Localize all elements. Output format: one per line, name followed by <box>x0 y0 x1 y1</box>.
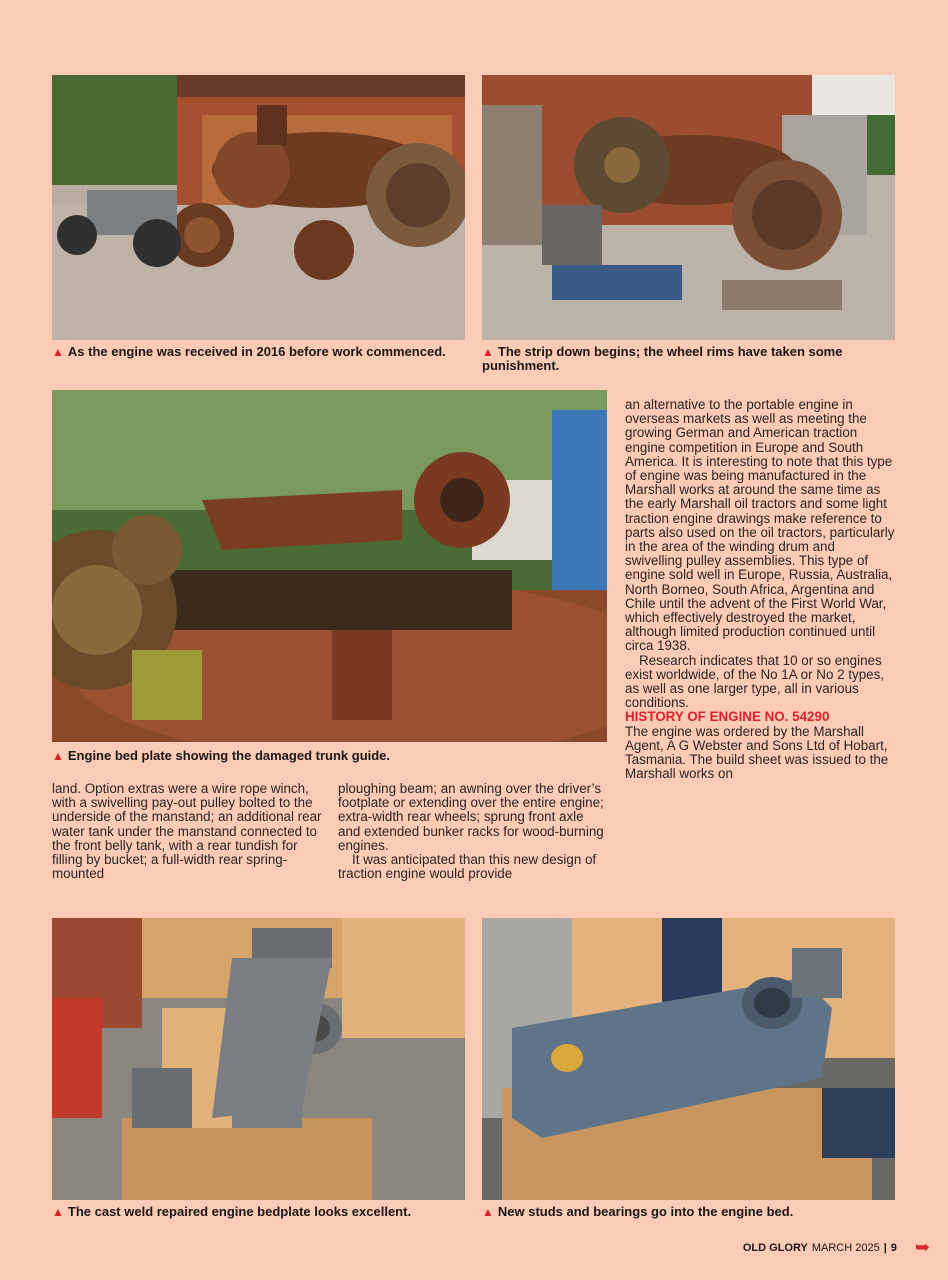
caption-photo2: ▲ The strip down begins; the wheel rims have taken some punishment. <box>482 344 843 373</box>
triangle-marker-icon: ▲ <box>52 1205 64 1219</box>
page-number: 9 <box>890 1241 897 1254</box>
body-paragraph: Research indicates that 10 or so engines exist worldwide, of the No 1A or No 2 types, as well as one larger type, all in various conditions. <box>625 652 885 711</box>
triangle-marker-icon: ▲ <box>482 345 494 359</box>
caption-photo1: ▲ As the engine was received in 2016 before work commenced. <box>52 344 446 359</box>
triangle-marker-icon: ▲ <box>482 1205 494 1219</box>
section-heading: HISTORY OF ENGINE NO. 54290 <box>625 709 830 725</box>
photo-new-studs <box>482 918 895 1200</box>
caption-photo3: ▲ Engine bed plate showing the damaged trunk guide. <box>52 748 391 763</box>
body-column-left <box>52 782 324 881</box>
body-paragraph: an alternative to the portable engine in overseas markets as well as meeting the growing German and American traction engine competition in Europe and South America. It is interesting to note that this type of engine was being manufactured in the Marshall works at around the same time as the early Marshall oil tractors and some light traction engine drawings make reference to parts also used on the oil tractors, particularly in the area of the winding drum and swivelling pulley assemblies. This type of engine sold well in Europe, Russia, Australia, North Borneo, South Africa, Argentina and Chile until the advent of the First World War, which effectively destroyed the market, although limited production continued until circa 1938. <box>625 397 895 654</box>
body-column-right <box>625 398 895 781</box>
photo-engine-received <box>52 75 465 340</box>
triangle-marker-icon: ▲ <box>52 345 64 359</box>
new-studs-image <box>482 918 895 1200</box>
page-footer <box>743 1237 930 1258</box>
photo-bed-plate <box>52 390 607 742</box>
engine-received-image <box>52 75 465 340</box>
photo-strip-down <box>482 75 895 340</box>
issue-date: MARCH 2025 <box>811 1241 880 1254</box>
body-paragraph: land. Option extras were a wire rope winch, with a swivelling pay-out pulley bolted to the underside of the manstand; an additional rear water tank under the manstand connected to the front belly tank, with a rear tundish for filling by bucket; a full-width rear spring-mounted <box>52 781 322 882</box>
bed-plate-image <box>52 390 607 742</box>
magazine-title: OLD GLORY <box>742 1241 808 1254</box>
continue-arrow-icon: ➥ <box>914 1237 930 1257</box>
body-paragraph: ploughing beam; an awning over the driver’s footplate or extending over the entire engine; extra-width rear wheels; sprung front axle and extended bunker racks for wood-burning engines. <box>338 781 604 853</box>
caption-photo5: ▲ New studs and bearings go into the engine bed. <box>482 1204 794 1219</box>
photo-repaired-bedplate <box>52 918 465 1200</box>
repaired-bedplate-image <box>52 918 465 1200</box>
body-paragraph: The engine was ordered by the Marshall Agent, A G Webster and Sons Ltd of Hobart, Tasmania. The build sheet was issued to the Marshall works on <box>625 723 889 782</box>
body-paragraph: It was anticipated than this new design of traction engine would provide <box>338 852 597 882</box>
triangle-marker-icon: ▲ <box>52 749 64 763</box>
caption-photo4: ▲ The cast weld repaired engine bedplate looks excellent. <box>52 1204 412 1219</box>
footer-separator: | <box>883 1241 887 1254</box>
strip-down-image <box>482 75 895 340</box>
body-column-middle <box>338 782 606 881</box>
